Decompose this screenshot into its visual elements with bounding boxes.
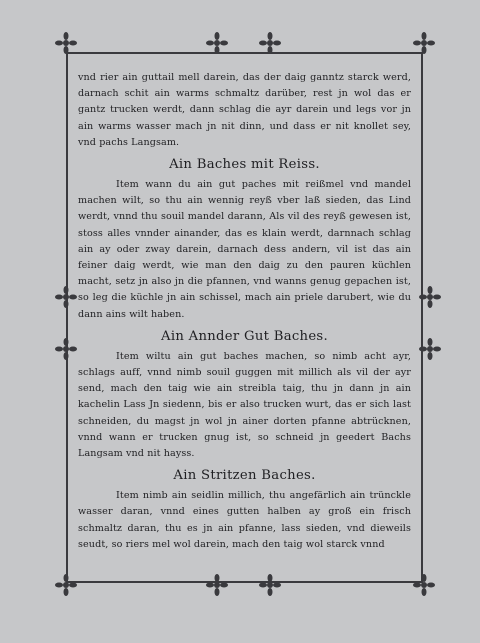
intro-paragraph: vnd rier ain guttail mell darein, das der daig ganntz starck werd, darnach schit ain warms schmaltz darüber, rest jn wol das er gantz trucken werdt, dann schlag die ayr darein und legs vor jn ain warms wasser mach jn nit dinn, und dass er nit knollet sey, vnd pachs Langsam. xyxy=(78,72,411,148)
top-flower-icon xyxy=(205,31,229,55)
frame-bottom-border xyxy=(66,581,422,583)
bottom-flower-icon xyxy=(205,573,229,597)
side-flower-icon xyxy=(54,285,78,309)
corner-flower-icon xyxy=(412,31,436,55)
side-flower-icon xyxy=(418,285,442,309)
frame-right-border xyxy=(421,52,423,583)
section-paragraph: Item nimb ain seidlin millich, thu angefärlich ain trünckle wasser daran, vnnd eines gutten halben ay groß ein frisch schmaltz daran, thu es jn ain pfanne, lass sieden, vnd dieweils seudt, so riers mel wol darein, mach den taig wol starck vnnd xyxy=(78,490,411,550)
top-flower-icon xyxy=(258,31,282,55)
side-flower-icon xyxy=(418,337,442,361)
corner-flower-icon xyxy=(54,573,78,597)
section-heading: Ain Baches mit Reiss. xyxy=(169,157,320,173)
corner-flower-icon xyxy=(412,573,436,597)
section-heading: Ain Stritzen Baches. xyxy=(173,468,316,484)
recipe-text-block xyxy=(78,70,411,553)
side-flower-icon xyxy=(54,337,78,361)
bottom-flower-icon xyxy=(258,573,282,597)
corner-flower-icon xyxy=(54,31,78,55)
frame-left-border xyxy=(66,52,68,583)
frame-top-border xyxy=(66,52,422,54)
section-paragraph: Item wann du ain gut paches mit reißmel vnd mandel machen wilt, so thu ain wennig reyß vber laß sieden, das Lind werdt, vnnd thu souil mandel darann, Als vil des reyß gewesen ist, stoss alles vnnder ainander, das es klain werdt, darnnach schlag ain ay oder zway darein, darnach dess andern, vil ist das ain feiner daig werdt, wie man den daig zu den pauren küchlen macht, setz jn also jn die pfannen, vnd wanns genug gepachen ist, so leg die küchle jn ain schissel, mach ain priele darubert, wie du dann ains wilt haben. xyxy=(78,179,411,320)
section-paragraph: Item wiltu ain gut baches machen, so nimb acht ayr, schlags auff, vnnd nimb souil guggen mit millich als vil der ayr send, mach den taig wie ain streibla taig, thu jn dann jn ain kachelin Lass Jn siedenn, bis er also trucken wurt, das er sich last schneiden, du magst jn wol jn ainer dorten pfanne abtrücknen, vnnd wann er trucken gnug ist, so schneid jn geedert Bachs Langsam vnd nit hayss. xyxy=(78,350,411,460)
section-heading: Ain Annder Gut Baches. xyxy=(161,328,328,344)
